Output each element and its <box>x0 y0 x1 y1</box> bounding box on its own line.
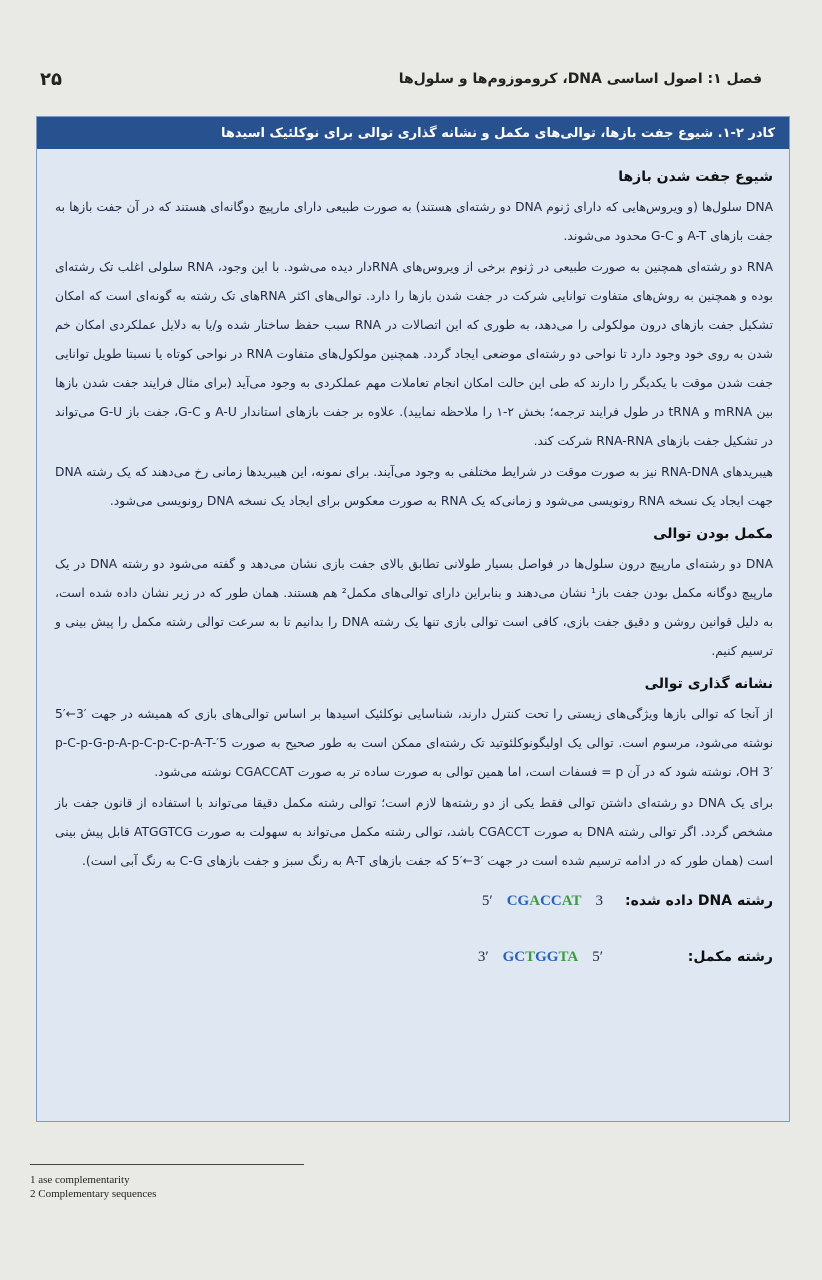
strand-end: 5′ <box>481 892 493 909</box>
paragraph: برای یک DNA دو رشته‌ای داشتن توالی فقط یکی از دو رشته‌ها لازم است؛ توالی رشته مکمل دقیقا می‌تواند با استفاده از قانون جفت باز مشخص گردد. اگر توالی رشته DNA به صورت CGACCT باشد، توالی رشته مکمل می‌تواند به سهولت به صورت ATGGTCG قابل پیش بینی است (همان طور که در ادامه ترسیم شده است در جهت ′3←′5 که جفت بازهای A-T به رنگ سبز و جفت بازهای C-G به رنگ آبی است). <box>55 796 773 868</box>
chapter-title: فصل ۱: اصول اساسی DNA، کروموزوم‌ها و سلول‌ها <box>398 71 762 87</box>
section-heading-complementarity: مکمل بودن توالی <box>653 526 773 542</box>
strand-end: 3′ <box>477 948 489 965</box>
base-G: G <box>502 948 515 965</box>
page-number: ۲۵ <box>40 68 62 90</box>
section-heading-notation: نشانه گذاری توالی <box>644 676 773 692</box>
base-A: A <box>561 892 572 909</box>
complement-strand-label: رشته مکمل: <box>687 948 773 965</box>
base-G: G <box>517 892 530 909</box>
base-A: A <box>529 892 541 909</box>
paragraph: از آنجا که توالی بازها ویژگی‌های زیستی را تحت کنترل دارند، شناسایی نوکلئیک اسیدها بر اساس توالی‌های بازی که همیشه در جهت ′3←′5 نوشته می‌شود، مرسوم است. توالی یک اولیگونوکلئوتید تک رشته‌ای ممکن است به طور صحیح به صورت 5′p-C-p-G-p-A-p-C-p-C-p-A-T-OH 3′، نوشته شود که در آن p = فسفات است، اما همین توالی به صورت ساده تر به صورت CGACCAT نوشته می‌شود. <box>55 707 773 779</box>
base-A: A <box>567 948 579 965</box>
paragraph: DNA دو رشته‌ای مارپیچ درون سلول‌ها در فواصل بسیار طولانی تطابق بالای جفت بازی نشان می‌دهد و گفته می‌شود دو رشته DNA در یک مارپیچ دوگانه مکمل بودن جفت باز¹ نشان می‌دهند و بنابراین دارای توالی‌های مکمل² هم هستند. همان طور که در زیر نشان داده شده است، به دلیل قوانین روشن و دقیق جفت بازی، کافی است توالی بازی تنها یک رشته DNA را بدانیم تا به سرعت توالی رشته مکمل را پیش بینی و ترسیم کنیم. <box>55 557 774 658</box>
paragraph: DNA سلول‌ها (و ویروس‌هایی که دارای ژنوم DNA دو رشته‌ای هستند) به صورت طبیعی دارای مارپیچ دوگانه‌ای هستند که در آن جفت بازها به جفت بازهای A-T و G-C محدود می‌شوند. <box>55 200 773 243</box>
complement-bases <box>503 943 579 972</box>
box-title: کادر ۲-۱. شیوع جفت بازها، توالی‌های مکمل و نشانه گذاری توالی برای نوکلئیک اسیدها <box>37 117 789 149</box>
base-T: T <box>558 948 568 965</box>
footnote-divider <box>30 1164 304 1165</box>
given-bases <box>507 887 582 916</box>
section-heading-base-pairing: شیوع جفت شدن بازها <box>618 169 773 185</box>
footnotes <box>30 1173 156 1201</box>
base-T: T <box>525 948 536 965</box>
base-C: C <box>506 892 518 909</box>
complement-strand-row <box>55 934 773 980</box>
box-content <box>37 149 789 980</box>
footnote-2: 2 Complementary sequences <box>30 1188 157 1200</box>
base-G: G <box>535 948 547 965</box>
base-G: G <box>546 948 559 965</box>
given-strand-row <box>55 878 773 924</box>
footnote-1: 1 ase complementarity <box>30 1174 130 1186</box>
given-strand-sequence <box>482 887 603 916</box>
strand-end: 5′ <box>592 948 603 965</box>
base-C: C <box>550 892 562 909</box>
page-header <box>40 62 762 96</box>
base-C: C <box>514 948 526 965</box>
paragraph: هیبریدهای RNA-DNA نیز به صورت موقت در شرایط مختلفی به وجود می‌آیند. برای نمونه، این هیبریدها زمانی رخ می‌دهند که یک رشته DNA جهت ایجاد یک نسخه RNA رونویسی می‌شود و زمانی‌که یک RNA به صورت معکوس برای ایجاد یک نسخه DNA رونویسی می‌شود. <box>55 465 773 508</box>
strand-end: 3 <box>595 892 603 909</box>
paragraph: RNA دو رشته‌ای همچنین به صورت طبیعی در ژنوم برخی از ویروس‌های RNAدار دیده می‌شود. با این وجود، RNA سلولی اغلب تک رشته‌ای بوده و همچنین به روش‌های متفاوت توانایی شرکت در جفت شدن بازها را دارد. توالی‌های اکثر RNAهای تک رشته به گونه‌ای است که امکان تشکیل جفت بازهای درون مولکولی را می‌دهد، به طوری که این اتصالات در RNA سبب حفظ ساختار شده و/یا به دلایل عملکردی امکان خم شدن به روی خود وجود دارد تا نواحی دو رشته‌ای موضعی ایجاد گردد. همچنین مولکول‌های متفاوت RNA در نواحی کوتاه یا نسبتا طویل توانایی جفت شدن موقت با یکدیگر را دارند که طی این حالت امکان انجام تعاملات مهم عملکردی به وجود می‌آید (برای مثال فرایند جفت شدن بازها بین mRNA و tRNA در طول فرایند ترجمه؛ بخش ۲-۱ را ملاحظه نمایید). علاوه بر جفت بازهای استاندار A-U و G-C، جفت باز G-U می‌تواند در تشکیل جفت بازهای RNA-RNA شرکت کند. <box>55 260 773 448</box>
given-strand-label: رشته DNA داده شده: <box>625 892 773 909</box>
complement-strand-sequence <box>478 943 603 972</box>
info-box <box>36 116 790 1122</box>
base-C: C <box>540 892 551 909</box>
base-T: T <box>571 892 582 909</box>
